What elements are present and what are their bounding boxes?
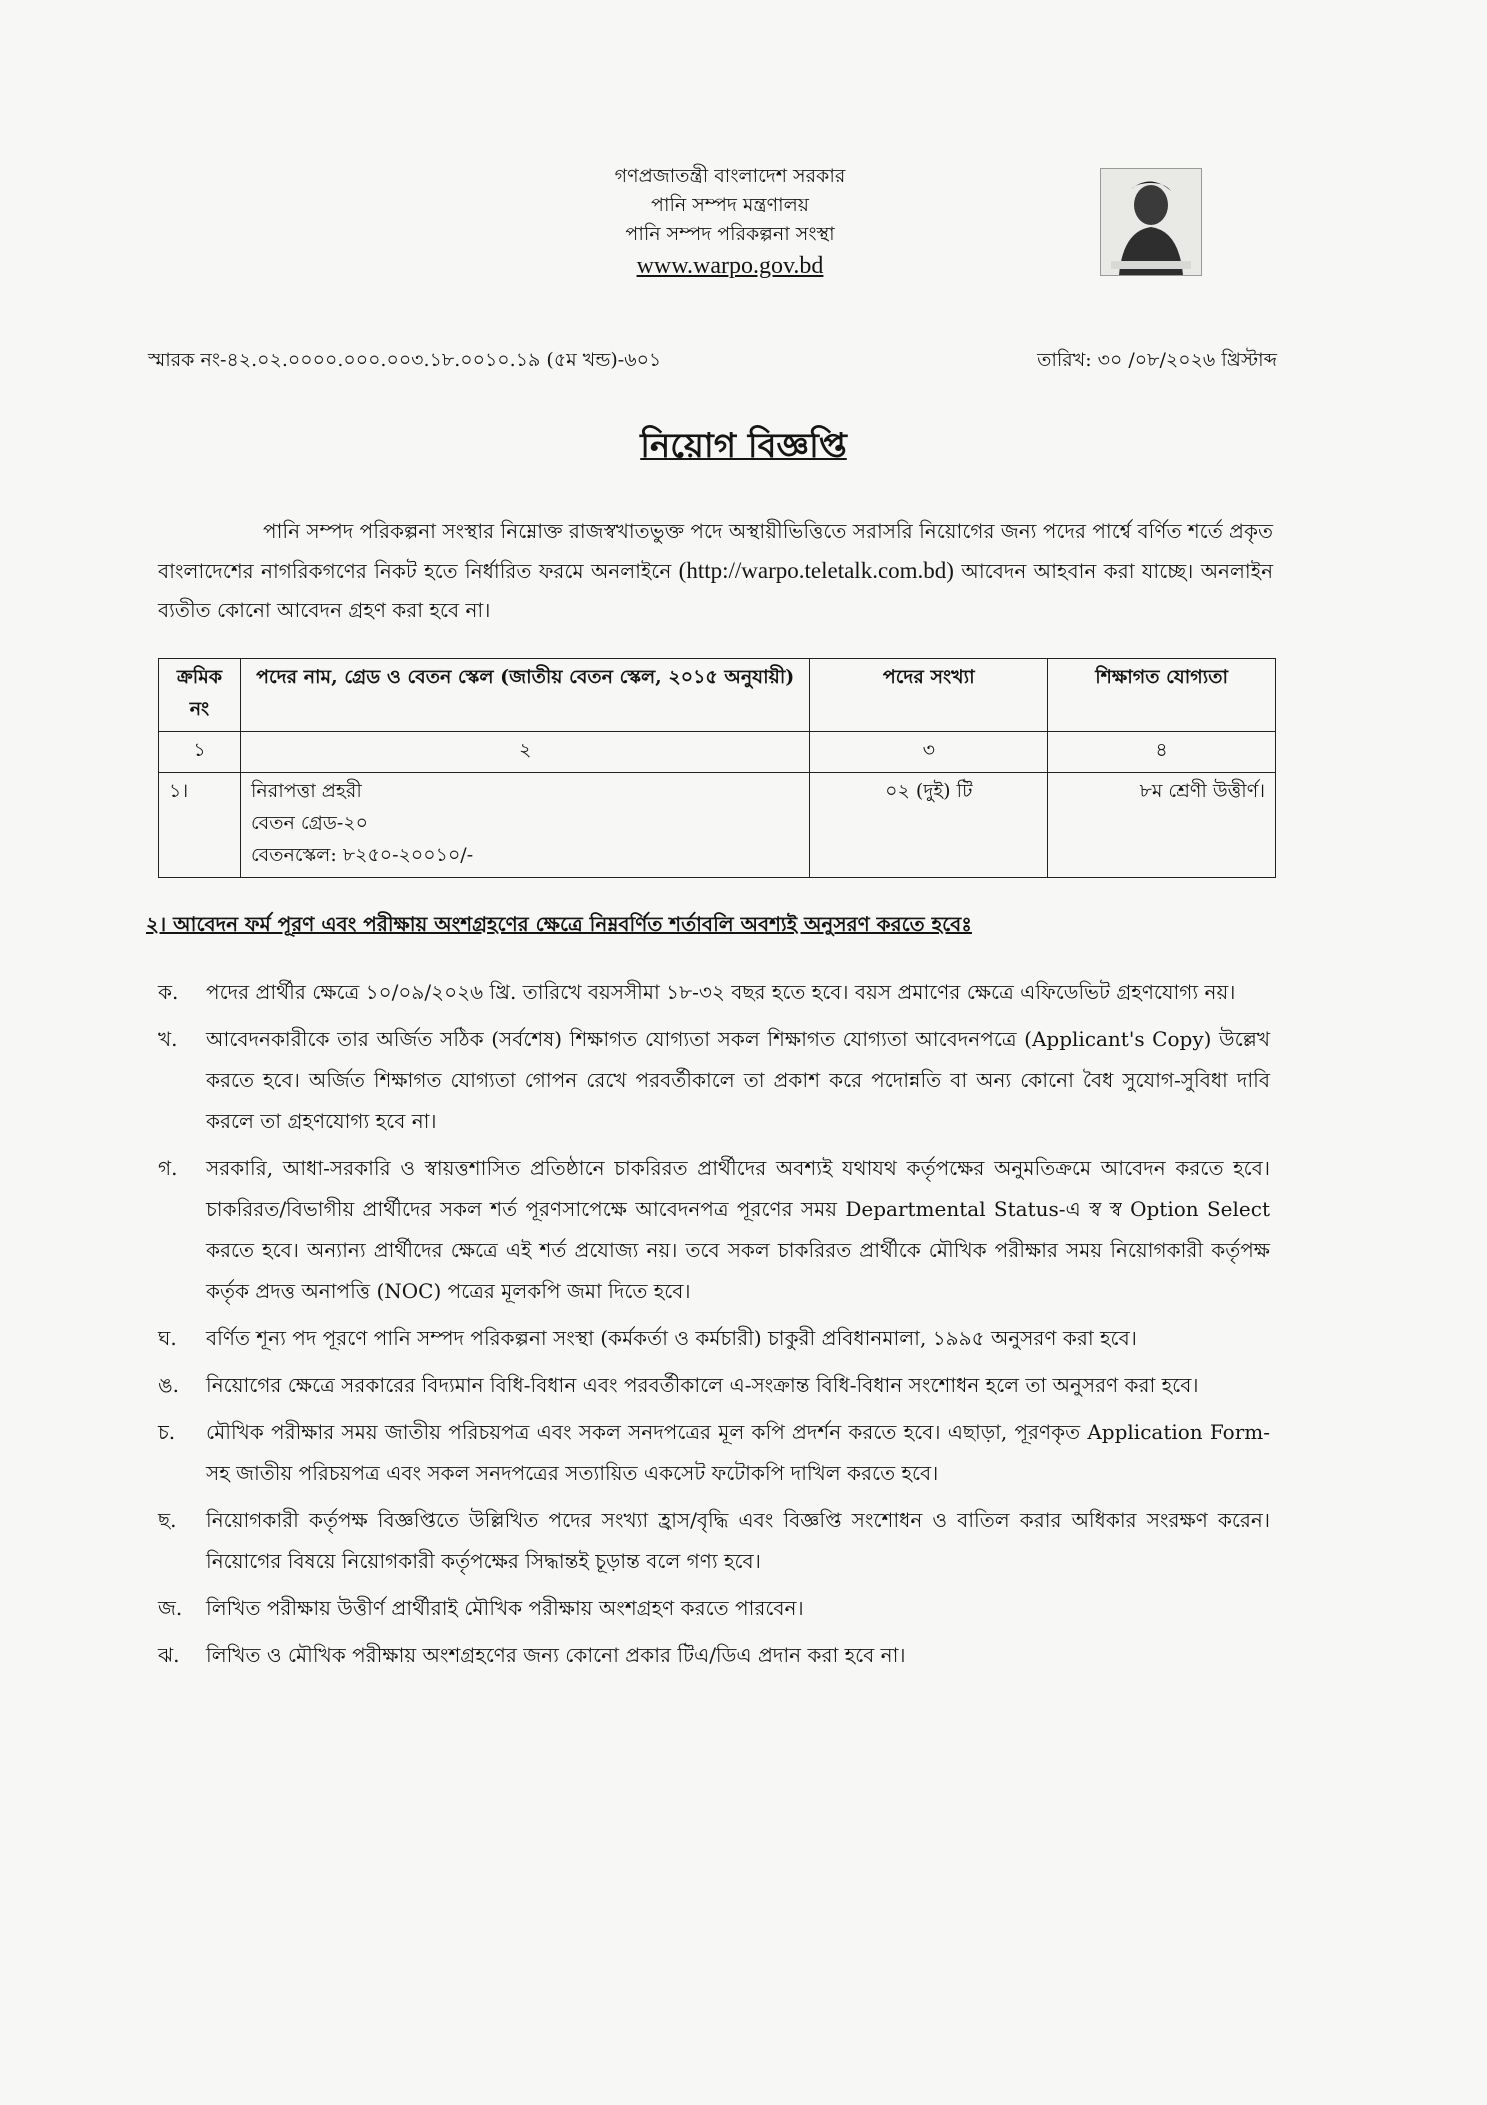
list-item bbox=[158, 1019, 1270, 1142]
post-grade: বেতন গ্রেড-২০ bbox=[250, 812, 368, 834]
list-item bbox=[158, 1318, 1270, 1359]
list-text: বর্ণিত শূন্য পদ পূরণে পানি সম্পদ পরিকল্পনা সংস্থা (কর্মকর্তা ও কর্মচারী) চাকুরী প্রবিধানমালা, ১৯৯৫ অনুসরণ করা হবে। bbox=[206, 1326, 1137, 1350]
list-item bbox=[158, 1148, 1270, 1312]
govt-name: গণপ্রজাতন্ত্রী বাংলাদেশ সরকার bbox=[614, 165, 846, 187]
col-number: ৩ bbox=[810, 732, 1048, 773]
website-link[interactable]: www.warpo.gov.bd bbox=[636, 253, 824, 279]
intro-text-block bbox=[158, 512, 1273, 630]
list-marker: গ. bbox=[158, 1156, 178, 1180]
row-count: ০২ (দুই) টি bbox=[810, 773, 1048, 878]
letterhead bbox=[500, 162, 960, 283]
list-text: পদের প্রার্থীর ক্ষেত্রে ১০/০৯/২০২৬ খ্রি. তারিখে বয়সসীমা ১৮-৩২ বছর হতে হবে। বয়স প্রমাণের ক্ষেত্রে এফিডেভিট গ্রহণযোগ্য নয়। bbox=[206, 980, 1236, 1004]
conditions-list bbox=[158, 972, 1270, 1682]
post-scale: বেতনস্কেল: ৮২৫০-২০০১০/- bbox=[250, 844, 474, 866]
list-text: লিখিত ও মৌখিক পরীক্ষায় অংশগ্রহণের জন্য কোনো প্রকার টিএ/ডিএ প্রদান করা হবে না। bbox=[206, 1643, 906, 1667]
intro-text: পানি সম্পদ পরিকল্পনা সংস্থার নিম্নোক্ত রাজস্বখাতভুক্ত পদে অস্থায়ীভিত্তিতে সরাসরি নিয়োগের জন্য পদের পার্শ্বে বর্ণিত শর্তে প্রকৃত বাংলাদেশের নাগরিকগণের নিকট হতে নির্ধারিত ফরমে অনলাইনে bbox=[158, 519, 1273, 583]
memo-date: তারিখ: ৩০ /০৮/২০২৬ খ্রিস্টাব্দ bbox=[1037, 349, 1277, 371]
notice-title-text: নিয়োগ বিজ্ঞপ্তি bbox=[640, 426, 847, 466]
row-serial: ১। bbox=[159, 773, 241, 878]
apply-url[interactable]: (http://warpo.teletalk.com.bd) bbox=[678, 558, 954, 583]
list-text: নিয়োগকারী কর্তৃপক্ষ বিজ্ঞপ্তিতে উল্লিখিত পদের সংখ্যা হ্রাস/বৃদ্ধি এবং বিজ্ঞপ্তি সংশোধন ও বাতিল করার অধিকার সংরক্ষণ করেন। নিয়োগের বিষয়ে নিয়োগকারী কর্তৃপক্ষের সিদ্ধান্তই চূড়ান্ত বলে গণ্য হবে। bbox=[206, 1508, 1270, 1573]
memo-reference: স্মারক নং-৪২.০২.০০০০.০০০.০০৩.১৮.০০১০.১৯ (৫ম খন্ড)-৬০১ bbox=[148, 349, 662, 371]
notice-title bbox=[0, 420, 1487, 477]
ministry-name: পানি সম্পদ মন্ত্রণালয় bbox=[651, 194, 809, 216]
post-name: নিরাপত্তা প্রহরী bbox=[250, 780, 362, 802]
col-qualification-header: শিক্ষাগত যোগ্যতা bbox=[1048, 659, 1276, 732]
intro-paragraph bbox=[158, 512, 1273, 630]
list-text: নিয়োগের ক্ষেত্রে সরকারের বিদ্যমান বিধি-বিধান এবং পরবর্তীকালে এ-সংক্রান্ত বিধি-বিধান সংশোধন হলে তা অনুসরণ করা হবে। bbox=[206, 1373, 1199, 1397]
list-marker: জ. bbox=[158, 1596, 183, 1620]
list-marker: চ. bbox=[158, 1420, 176, 1444]
table-number-row bbox=[159, 732, 1276, 773]
section2-heading: ২। আবেদন ফর্ম পূরণ এবং পরীক্ষায় অংশগ্রহণের ক্ষেত্রে নিম্নবর্ণিত শর্তাবলি অবশ্যই অনুসরণ করতে হবেঃ bbox=[146, 912, 972, 936]
table-row bbox=[159, 773, 1276, 878]
col-count-header: পদের সংখ্যা bbox=[810, 659, 1048, 732]
list-marker: ছ. bbox=[158, 1508, 177, 1532]
col-post-header: পদের নাম, গ্রেড ও বেতন স্কেল (জাতীয় বেতন স্কেল, ২০১৫ অনুযায়ী) bbox=[240, 659, 809, 732]
posts-table bbox=[158, 658, 1276, 878]
list-marker: ঘ. bbox=[158, 1326, 177, 1350]
list-item bbox=[158, 1500, 1270, 1582]
row-post-cell bbox=[240, 773, 809, 878]
intro-text-2: আবেদন আহবান করা যাচ্ছে। অনলাইন ব্যতীত কোনো আবেদন গ্রহণ করা হবে না। bbox=[158, 559, 1274, 622]
table-header-row bbox=[159, 659, 1276, 732]
list-marker: ঙ. bbox=[158, 1373, 180, 1397]
list-item bbox=[158, 1412, 1270, 1494]
list-item bbox=[158, 1588, 1270, 1629]
list-text: আবেদনকারীকে তার অর্জিত সঠিক (সর্বশেষ) শিক্ষাগত যোগ্যতা সকল শিক্ষাগত যোগ্যতা আবেদনপত্রে (Applicant's Copy) উল্লেখ করতে হবে। অর্জিত শিক্ষাগত যোগ্যতা গোপন রেখে পরবর্তীকালে তা প্রকাশ করে পদোন্নতি বা অন্য কোনো বৈধ সুযোগ-সুবিধা দাবি করলে তা গ্রহণযোগ্য হবে না। bbox=[206, 1027, 1270, 1133]
col-number: ১ bbox=[159, 732, 241, 773]
list-text: লিখিত পরীক্ষায় উত্তীর্ণ প্রার্থীরাই মৌখিক পরীক্ষায় অংশগ্রহণ করতে পারবেন। bbox=[206, 1596, 804, 1620]
row-qualification: ৮ম শ্রেণী উত্তীর্ণ। bbox=[1048, 773, 1276, 878]
col-number: ২ bbox=[240, 732, 809, 773]
list-item bbox=[158, 1635, 1270, 1676]
agency-name: পানি সম্পদ পরিকল্পনা সংস্থা bbox=[625, 223, 835, 245]
col-number: ৪ bbox=[1048, 732, 1276, 773]
portrait-image bbox=[1100, 168, 1202, 276]
list-text: মৌখিক পরীক্ষার সময় জাতীয় পরিচয়পত্র এবং সকল সনদপত্রের মূল কপি প্রদর্শন করতে হবে। এছাড়া, পূরণকৃত Application Form-সহ জাতীয় পরিচয়পত্র এবং সকল সনদপত্রের সত্যায়িত একসেট ফটোকপি দাখিল করতে হবে। bbox=[206, 1420, 1270, 1485]
list-item bbox=[158, 972, 1270, 1013]
list-text: সরকারি, আধা-সরকারি ও স্বায়ত্তশাসিত প্রতিষ্ঠানে চাকরিরত প্রার্থীদের অবশ্যই যথাযথ কর্তৃপক্ষের অনুমতিক্রমে আবেদন করতে হবে। চাকরিরত/বিভাগীয় প্রার্থীদের সকল শর্ত পূরণসাপেক্ষে আবেদনপত্র পূরণের সময় Departmental Status-এ স্ব স্ব Option Select করতে হবে। অন্যান্য প্রার্থীদের ক্ষেত্রে এই শর্ত প্রযোজ্য নয়। তবে সকল চাকরিরত প্রার্থীকে মৌখিক পরীক্ষার সময় নিয়োগকারী কর্তৃপক্ষ কর্তৃক প্রদত্ত অনাপত্তি (NOC) পত্রের মূলকপি জমা দিতে হবে। bbox=[206, 1156, 1270, 1303]
col-serial-header: ক্রমিক নং bbox=[159, 659, 241, 732]
list-item bbox=[158, 1365, 1270, 1406]
portrait-icon bbox=[1101, 169, 1201, 275]
list-marker: ক. bbox=[158, 980, 179, 1004]
list-marker: ঝ. bbox=[158, 1643, 180, 1667]
list-marker: খ. bbox=[158, 1027, 178, 1051]
